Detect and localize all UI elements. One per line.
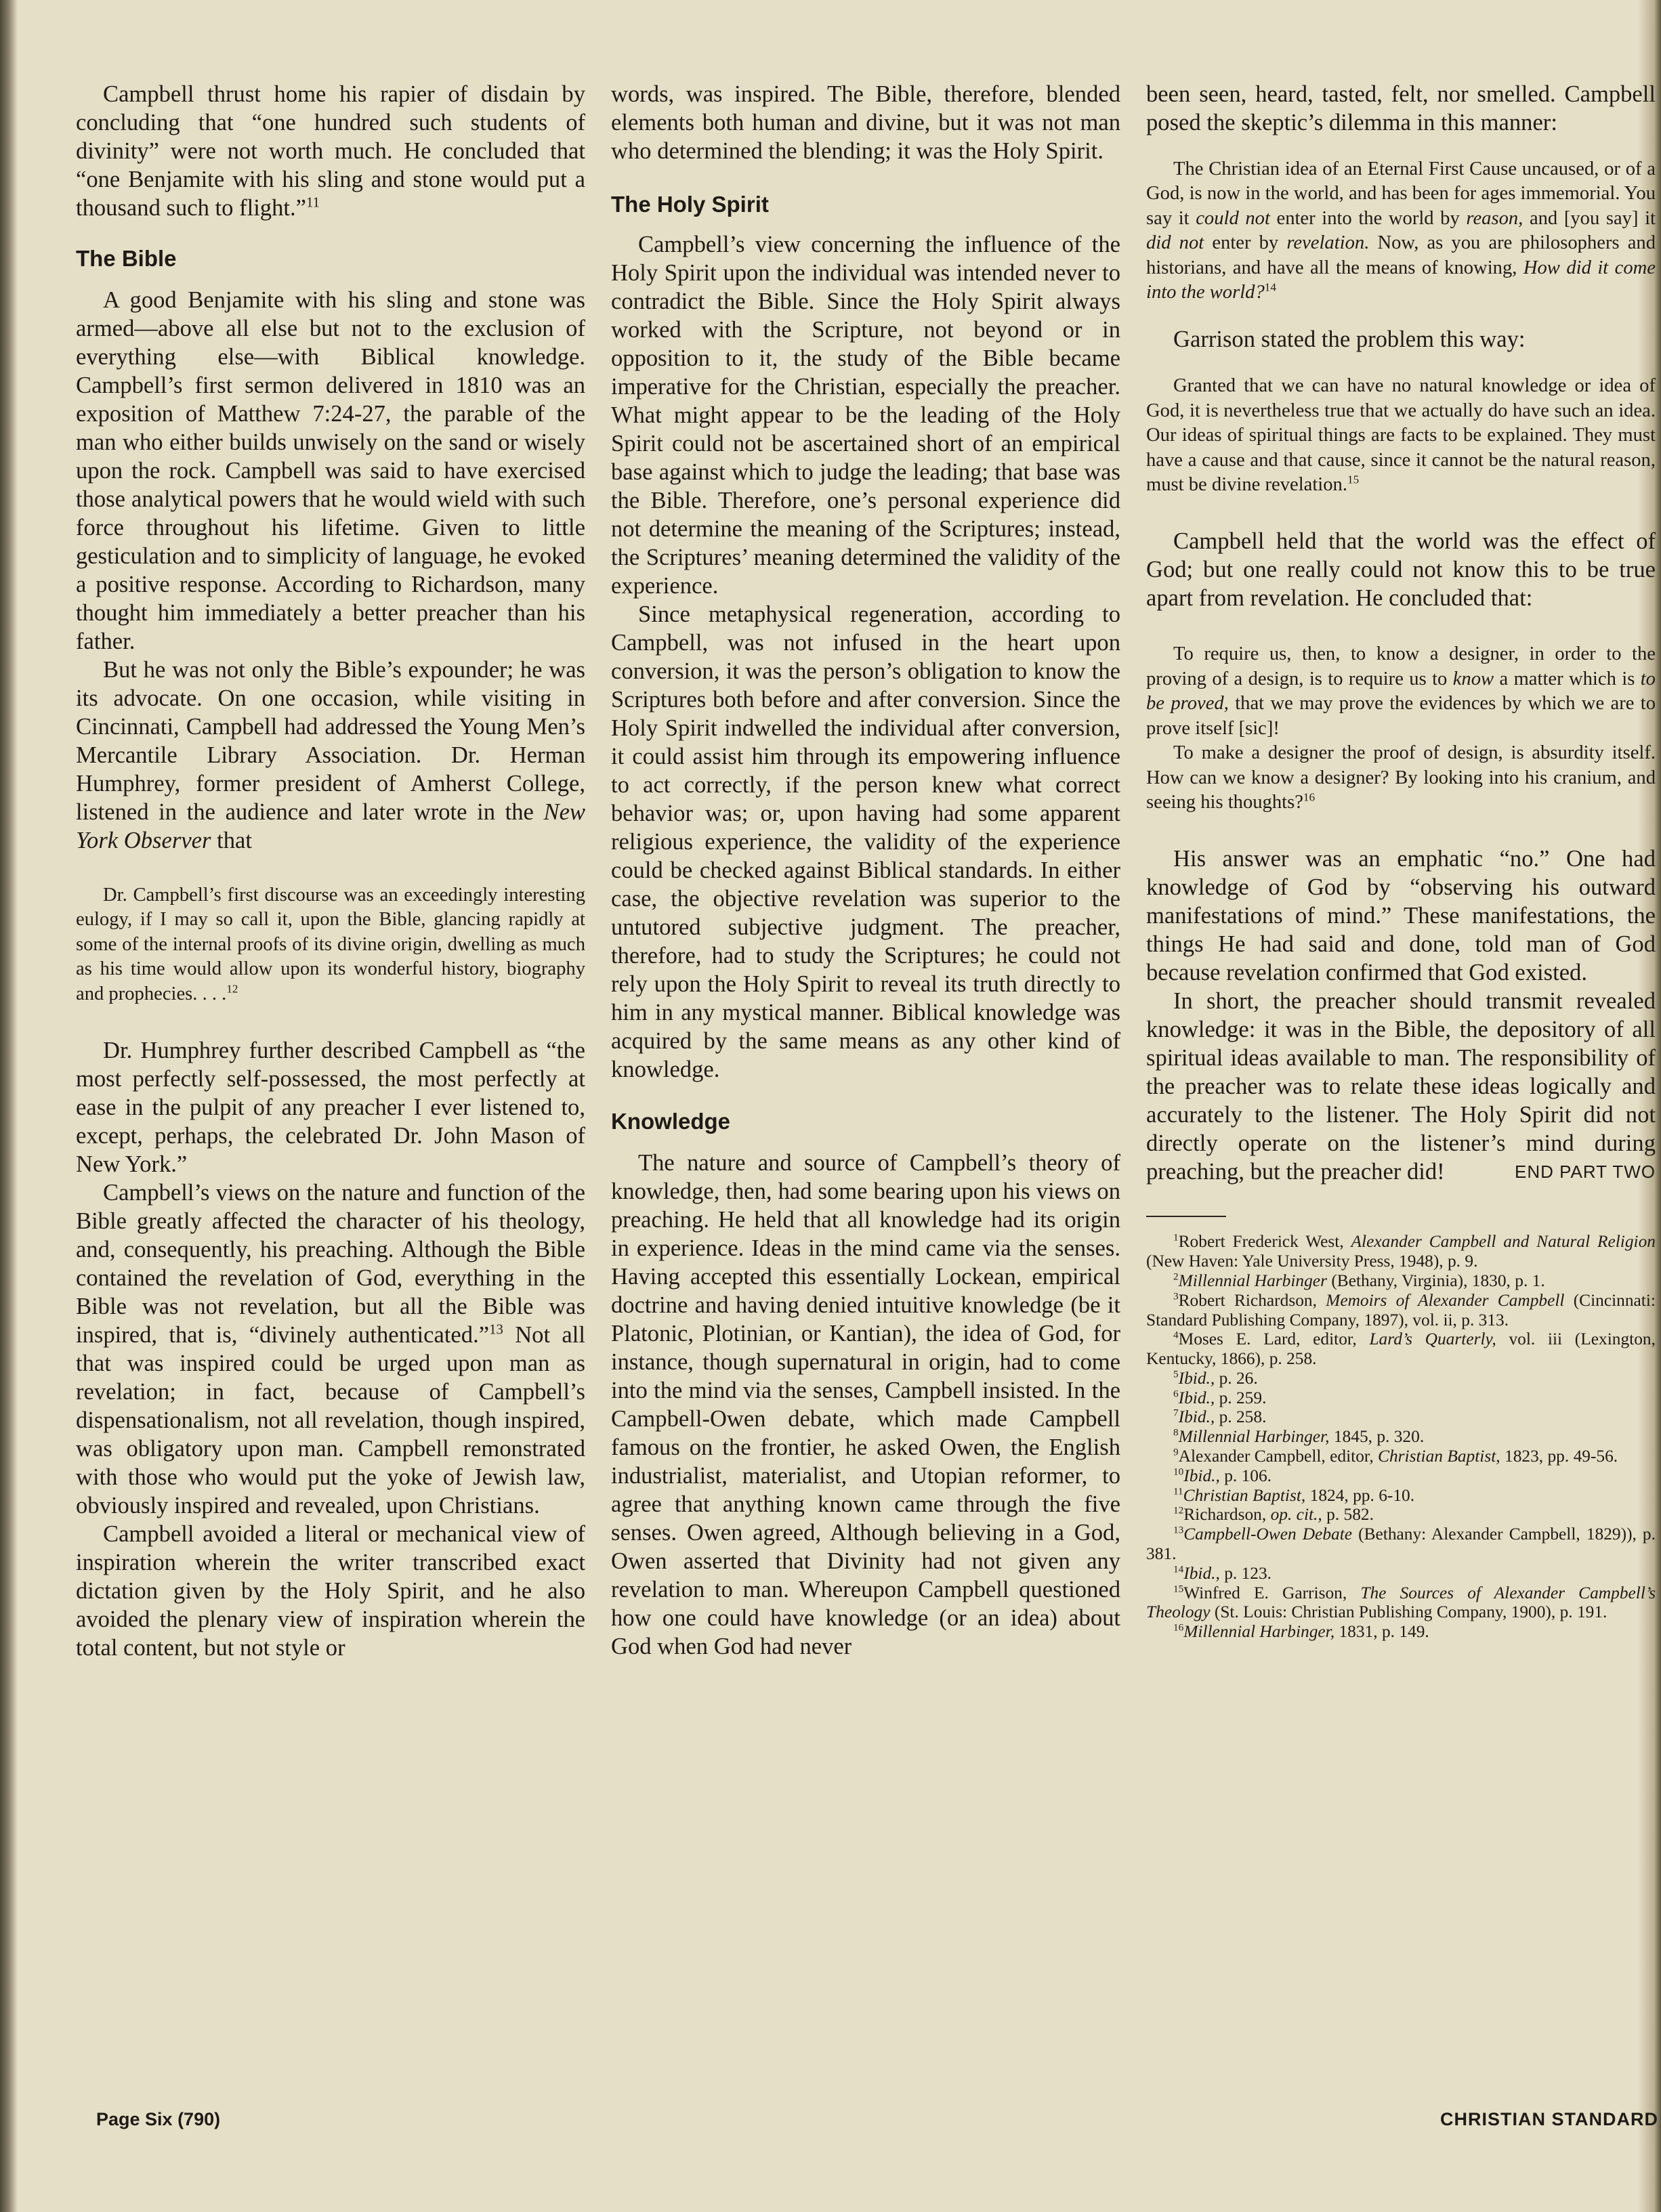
paragraph: Dr. Humphrey further described Campbell as “the most perfectly self-possessed, the most perfectly at ease in the pulpit of any preacher I ever listened to, except, perhaps, the celebrated Dr. John Mason of New York.” [76,1038,585,1178]
paragraph: Campbell’s view concerning the influence of the Holy Spirit upon the individual was intended never to contradict the Bible. Since the Holy Spirit always worked with the Scripture, not beyond or in opposition to it, the study of the Bible became imperative for the Christian, especially the preacher. What might appear to be the leading of the Holy Spirit could not be ascertained short of an empirical base against which to judge the leading; that base was the Bible. Therefore, one’s personal experience did not determine the meaning of the Scriptures; instead, the Scriptures’ meaning determined the validity of the experience. [611,232,1120,599]
page-binding-shadow [0,0,18,2212]
footnote-item: $^4$Moses E. Lard, editor, Lard’s Quarterly, vol. iii (Lexington, Kentucky, 1866), p. 258. [1146,1329,1656,1369]
paragraph: Campbell avoided a literal or mechanical view of inspiration wherein the writer transcribed exact dictation given by the Holy Spirit, and he also avoided the plenary view of inspiration wherein the total content, but not style or [76,1521,585,1661]
paragraph: Since metaphysical regeneration, according to Campbell, was not infused in the heart upon conversion, it was the person’s obligation to know the Scriptures both before and after conversion. Since the Holy Spirit indwelled the individual after conversion, it could assist him through its empowering influence to act correctly, if the person knew what correct behavior was; or, upon having had some apparent religious experience, the validity of the experience could be checked against Biblical standards. In either case, the objective revelation was superior to the untutored subjective judgment. The preacher, therefore, had to study the Scriptures; he could not rely upon the Holy Spirit to reveal its truth directly to him in any mystical manner. Biblical knowledge was acquired by the same means as any other kind of knowledge. [611,601,1120,1082]
footnote-item: $^7$Ibid., p. 258. [1173,1407,1267,1427]
section-heading-bible: The Bible [76,246,177,271]
paragraph: Campbell held that the world was the effect of God; but one really could not know this to be true apart from revelation. He concluded that: [1146,528,1656,612]
column-middle [611,80,1120,1661]
footnote-item: $^{15}$Winfred E. Garrison, The Sources of Alexander Campbell’s Theology (St. Louis: Christian Publishing Company, 1900), p. 191. [1146,1583,1656,1622]
footnote-item: $^{11}$Christian Baptist, 1824, pp. 6-10. [1173,1485,1415,1505]
paragraph: In short, the preacher should transmit revealed knowledge: it was in the Bible, the depository of all spiritual ideas available to man. The responsibility of the preacher was to relate these ideas logically and accurately to the listener. The Holy Spirit did not directly operate on the listener’s mind during preaching, but the preacher did! END PART TWO [1146,988,1656,1185]
block-quote: Dr. Campbell’s first discourse was an exceedingly interesting eulogy, if I may so call it, upon the Bible, glancing rapidly at some of the internal proofs of its divine origin, dwelling as much as his time would allow upon its wonderful history, biography and prophecies. . . .$^{12}$ [76,885,585,1004]
section-heading-holy-spirit: The Holy Spirit [611,192,769,217]
footnote-item: $^2$Millennial Harbinger (Bethany, Virginia), 1830, p. 1. [1173,1271,1545,1290]
footnote-item: $^8$Millennial Harbinger, 1845, p. 320. [1173,1426,1425,1447]
paragraph: Campbell thrust home his rapier of disdain by concluding that “one hundred such students of divinity” were not worth much. He concluded that “one Benjamite with his sling and stone would put a thousand such to flight.”$^{11}$ [76,81,585,221]
footnotes [1146,1232,1656,1642]
footnote-item: $^3$Robert Richardson, Memoirs of Alexander Campbell (Cincinnati: Standard Publishing Company, 1897), vol. ii, p. 313. [1146,1290,1656,1330]
footnote-item: $^1$Robert Frederick West, Alexander Campbell and Natural Religion (New Haven: Yale University Press, 1948), p. 9. [1146,1231,1656,1271]
footnote-item: $^9$Alexander Campbell, editor, Christian Baptist, 1823, pp. 49-56. [1173,1446,1618,1466]
paragraph: been seen, heard, tasted, felt, nor smelled. Campbell posed the skeptic’s dilemma in this manner: [1146,81,1656,135]
block-quote: Granted that we can have no natural knowledge or idea of God, it is nevertheless true that we actually do have such an idea. Our ideas of spiritual things are facts to be explained. They must have a cause and that cause, since it cannot be the natural reason, must be divine revelation.$^{15}$ [1146,375,1656,496]
footnote-item: $^{16}$Millennial Harbinger, 1831, p. 149. [1173,1621,1429,1642]
paragraph: His answer was an emphatic “no.” One had knowledge of God by “observing his outward manifestations of mind.” These manifestations, the things He had said and done, told man of God because revelation confirmed that God existed. [1146,846,1656,986]
page-number: Page Six (790) [96,2109,221,2129]
block-quote: The Christian idea of an Eternal First Cause uncaused, or of a God, is now in the world, and has been for ages immemorial. You say it could not enter into the world by reason, and [you say] it did not enter by revelation. Now, as you are philosophers and historians, and have all the means of knowing, How did it come into the world?$^{14}$ [1146,158,1656,303]
paragraph: Campbell’s views on the nature and function of the Bible greatly affected the character of his theology, and, consequently, his preaching. Although the Bible contained the revelation of God, everything in the Bible was not revelation, but all the Bible was inspired, that is, “divinely authenticated.”$^{13}$ Not all that was inspired could be urged upon man as revelation; in fact, because of Campbell’s dispensationalism, not all revelation, though inspired, was obligatory upon man. Campbell remonstrated with those who would put the yoke of Jewish law, obviously inspired and revealed, upon Christians. [76,1180,585,1519]
block-quote: To require us, then, to know a designer, in order to the proving of a design, is to require us to know a matter which is to be proved, that we may prove the evidences by which we are to prove itself [sic]! To make a designer the proof of design, is absurdity itself. How can we know a designer? By looking into his cranium, and seeing his thoughts?$^{16}$ [1146,643,1656,813]
paragraph: words, was inspired. The Bible, therefore, blended elements both human and divine, but it was not man who determined the blending; it was the Holy Spirit. [611,81,1120,164]
footnote-item: $^{14}$Ibid., p. 123. [1173,1563,1272,1583]
paragraph: The nature and source of Campbell’s theory of knowledge, then, had some bearing upon his views on preaching. He held that all knowledge had its origin in experience. Ideas in the mind came via the senses. Having accepted this essentially Lockean, empirical doctrine and having denied intuitive knowledge (be it Platonic, Plotinian, or Kantian), the idea of God, for instance, though supernatural in origin, had to come into the mind via the senses, Campbell insisted. In the Campbell-Owen debate, which made Campbell famous on the frontier, he asked Owen, the English industrialist, materialist, and Utopian reformer, to agree that anything known came through the five senses. Owen agreed, Although believing in a God, Owen asserted that Divinity had not given any revelation to man. Whereupon Campbell questioned how one could have knowledge (or an idea) about God when God had never [611,1150,1120,1659]
paragraph: A good Benjamite with his sling and stone was armed—above all else but not to the exclusion of everything else—with Biblical knowledge. Campbell’s first sermon delivered in 1810 was an exposition of Matthew 7:24-27, the parable of the man who either builds unwisely on the sand or wisely upon the rock. Campbell was said to have exercised those analytical powers that he would wield with such force throughout his lifetime. Given to little gesticulation and to simplicity of language, he evoked a positive response. According to Richardson, many thought him immediately a better preacher than his father. [76,287,585,654]
section-heading-knowledge: Knowledge [611,1109,731,1134]
paragraph: But he was not only the Bible’s expounder; he was its advocate. On one occasion, while visiting in Cincinnati, Campbell had addressed the Young Men’s Mercantile Library Association. Dr. Herman Humphrey, former president of Amherst College, listened in the audience and later wrote in the New York Observer that [76,657,585,853]
footnote-item: $^{10}$Ibid., p. 106. [1173,1466,1272,1485]
column-left [76,80,585,1662]
footnote-item: $^{12}$Richardson, op. cit., p. 582. [1173,1505,1374,1525]
footnote-item: $^5$Ibid., p. 26. [1173,1368,1258,1388]
end-part-label: END PART TWO [1515,1162,1656,1183]
footnote-item: $^6$Ibid., p. 259. [1173,1388,1267,1407]
paragraph: Garrison stated the problem this way: [1173,326,1526,353]
footnote-item: $^{13}$Campbell-Owen Debate (Bethany: Alexander Campbell, 1829)), p. 381. [1146,1524,1656,1564]
footnote-divider [1146,1216,1226,1217]
column-right [1146,80,1656,1642]
publication-name: CHRISTIAN STANDARD [1440,2109,1658,2129]
